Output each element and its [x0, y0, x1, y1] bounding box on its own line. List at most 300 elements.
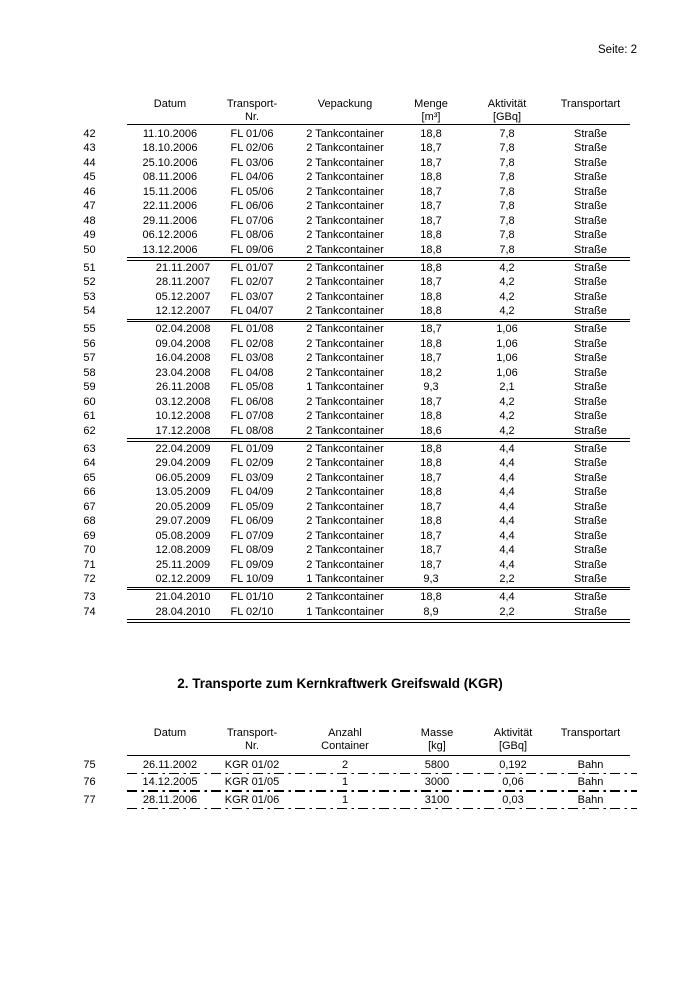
row-number: 54: [83, 305, 96, 318]
cell-transport-nr: KGR 01/02: [224, 758, 280, 771]
cell-datum: 25.10.2006: [142, 156, 198, 169]
cell-datum: 26.11.2008: [155, 381, 211, 394]
cell-transportart: Straße: [573, 156, 607, 169]
cell-datum: 02.12.2009: [155, 573, 211, 586]
cell-menge: 18,8: [420, 410, 442, 423]
table-row: [66, 775, 630, 790]
cell-transportart: Straße: [573, 290, 607, 303]
cell-datum: 14.12.2005: [142, 776, 198, 789]
cell-menge: 9,3: [423, 381, 439, 394]
cell-datum: 17.12.2008: [155, 424, 211, 437]
cell-transport-nr: FL 04/06: [230, 171, 274, 184]
cell-transportart: Straße: [573, 486, 607, 499]
cell-transportart: Bahn: [577, 793, 604, 806]
row-number: 51: [83, 261, 96, 274]
cell-menge: 18,8: [420, 591, 442, 604]
row-number: 47: [83, 200, 96, 213]
row-number: 67: [83, 500, 96, 513]
cell-datum: 02.04.2008: [155, 323, 211, 336]
cell-verpackung: 2 Tankcontainer: [306, 515, 384, 528]
cell-anzahl-container: 1: [341, 776, 349, 789]
row-number: 55: [83, 323, 96, 336]
row-number: 52: [83, 276, 96, 289]
column-header-line1: Aktivität: [487, 98, 527, 110]
cell-anzahl-container: 2: [341, 758, 349, 771]
row-number: 56: [83, 337, 96, 350]
cell-transportart: Bahn: [577, 776, 604, 789]
cell-aktivitaet: 7,8: [499, 127, 515, 140]
cell-menge: 18,8: [420, 515, 442, 528]
row-number: 65: [83, 471, 96, 484]
cell-transport-nr: FL 05/09: [230, 500, 274, 513]
cell-datum: 29.04.2009: [155, 457, 211, 470]
row-number: 59: [83, 381, 96, 394]
page-number: Seite: 2: [598, 44, 637, 56]
cell-aktivitaet: 4,4: [499, 500, 515, 513]
table-row: [66, 156, 630, 171]
cell-transport-nr: FL 08/06: [230, 229, 274, 242]
cell-datum: 29.07.2009: [155, 515, 211, 528]
cell-aktivitaet: 4,4: [499, 442, 515, 455]
cell-menge: 18,8: [420, 457, 442, 470]
cell-aktivitaet: 4,2: [499, 424, 515, 437]
column-header: [551, 98, 630, 123]
cell-transport-nr: FL 08/09: [230, 544, 274, 557]
cell-menge: 18,7: [420, 558, 442, 571]
cell-transport-nr: FL 01/07: [230, 261, 274, 274]
cell-menge: 9,3: [423, 573, 439, 586]
table-row: [66, 366, 630, 381]
cell-anzahl-container: 1: [341, 793, 349, 806]
cell-aktivitaet: 0,192: [499, 758, 527, 771]
table-row: [66, 170, 630, 185]
cell-aktivitaet: 7,8: [499, 214, 515, 227]
cell-aktivitaet: 7,8: [499, 243, 515, 256]
cell-transportart: Straße: [573, 424, 607, 437]
row-number: 70: [83, 544, 96, 557]
column-header-line1: Anzahl: [328, 727, 362, 739]
cell-verpackung: 2 Tankcontainer: [306, 337, 384, 350]
cell-transportart: Straße: [573, 442, 607, 455]
cell-aktivitaet: 4,4: [499, 515, 515, 528]
cell-transportart: Straße: [573, 515, 607, 528]
column-header-line1: Transportart: [560, 98, 621, 110]
column-header: [475, 727, 551, 752]
cell-verpackung: 2 Tankcontainer: [306, 424, 384, 437]
cell-verpackung: 1 Tankcontainer: [306, 573, 384, 586]
row-number: 73: [83, 591, 96, 604]
cell-transport-nr: FL 02/07: [230, 276, 274, 289]
cell-aktivitaet: 7,8: [499, 229, 515, 242]
cell-aktivitaet: 4,2: [499, 261, 515, 274]
cell-aktivitaet: 7,8: [499, 185, 515, 198]
column-header-line2: [m³]: [421, 110, 441, 123]
cell-datum: 03.12.2008: [155, 395, 211, 408]
cell-transportart: Straße: [573, 529, 607, 542]
cell-verpackung: 2 Tankcontainer: [306, 500, 384, 513]
table-row: [66, 199, 630, 214]
cell-aktivitaet: 1,06: [496, 352, 518, 365]
table-row: [66, 409, 630, 424]
cell-verpackung: 2 Tankcontainer: [306, 229, 384, 242]
cell-aktivitaet: 0,06: [502, 776, 524, 789]
cell-datum: 18.10.2006: [142, 142, 198, 155]
table-row: [66, 261, 630, 276]
cell-aktivitaet: 4,4: [499, 544, 515, 557]
row-number: 71: [83, 558, 96, 571]
cell-transport-nr: FL 09/06: [230, 243, 274, 256]
cell-datum: 13.05.2009: [155, 486, 211, 499]
column-header-line2: Nr.: [244, 110, 260, 123]
table-row: [66, 485, 630, 500]
column-header-line1: Masse: [420, 727, 454, 739]
cell-aktivitaet: 4,4: [499, 529, 515, 542]
cell-aktivitaet: 4,4: [499, 471, 515, 484]
table-row: [66, 351, 630, 366]
cell-transportart: Straße: [573, 276, 607, 289]
cell-transportart: Straße: [573, 185, 607, 198]
cell-menge: 18,7: [420, 323, 442, 336]
row-number: 75: [83, 758, 96, 771]
cell-datum: 11.10.2006: [142, 127, 198, 140]
cell-verpackung: 2 Tankcontainer: [306, 442, 384, 455]
cell-transportart: Straße: [573, 471, 607, 484]
cell-datum: 22.11.2006: [142, 200, 198, 213]
header-rule: [127, 755, 630, 756]
column-header-line2: [551, 740, 630, 753]
cell-transport-nr: FL 07/06: [230, 214, 274, 227]
row-number: 62: [83, 424, 96, 437]
cell-verpackung: 2 Tankcontainer: [306, 558, 384, 571]
cell-transportart: Straße: [573, 605, 607, 618]
cell-transport-nr: FL 03/08: [230, 352, 274, 365]
cell-menge: 18,7: [420, 529, 442, 542]
column-header-line2: Nr.: [244, 739, 260, 752]
cell-transport-nr: FL 06/09: [230, 515, 274, 528]
table-row: [66, 304, 630, 319]
cell-transportart: Straße: [573, 591, 607, 604]
table-row: [66, 543, 630, 558]
cell-datum: 21.04.2010: [155, 591, 211, 604]
table-row: [66, 275, 630, 290]
column-header-line1: Datum: [153, 98, 187, 110]
cell-transportart: Straße: [573, 573, 607, 586]
column-header-line2: [kg]: [428, 739, 446, 752]
column-header-line1: Datum: [153, 727, 187, 739]
cell-masse: 3100: [424, 793, 450, 806]
table-row: [66, 380, 630, 395]
cell-aktivitaet: 4,4: [499, 486, 515, 499]
cell-verpackung: 2 Tankcontainer: [306, 305, 384, 318]
cell-verpackung: 2 Tankcontainer: [306, 471, 384, 484]
cell-verpackung: 2 Tankcontainer: [306, 200, 384, 213]
table-row: [66, 243, 630, 258]
table-row: [66, 322, 630, 337]
cell-transport-nr: FL 08/08: [230, 424, 274, 437]
table-row: [66, 127, 630, 142]
column-header-line2: Container: [321, 739, 369, 752]
cell-datum: 26.11.2002: [142, 758, 198, 771]
cell-menge: 18,8: [420, 229, 442, 242]
cell-menge: 18,8: [420, 171, 442, 184]
cell-datum: 29.11.2006: [142, 214, 198, 227]
table-row: [66, 605, 630, 620]
cell-datum: 25.11.2009: [155, 558, 211, 571]
cell-datum: 12.12.2007: [155, 305, 211, 318]
cell-transport-nr: FL 05/06: [230, 185, 274, 198]
cell-aktivitaet: 4,4: [499, 591, 515, 604]
cell-transportart: Straße: [573, 127, 607, 140]
cell-menge: 18,8: [420, 442, 442, 455]
cell-verpackung: 2 Tankcontainer: [306, 366, 384, 379]
cell-datum: 06.05.2009: [155, 471, 211, 484]
column-header-line1: Aktivität: [493, 727, 533, 739]
header-spacer: [66, 98, 127, 123]
table-header: [66, 727, 630, 752]
cell-datum: 22.04.2009: [155, 442, 211, 455]
table-body: [66, 758, 630, 808]
cell-transport-nr: FL 03/06: [230, 156, 274, 169]
row-number: 61: [83, 410, 96, 423]
column-header-line1: Transport-: [226, 727, 278, 739]
cell-transportart: Straße: [573, 395, 607, 408]
row-number: 58: [83, 366, 96, 379]
cell-datum: 16.04.2008: [155, 352, 211, 365]
cell-masse: 3000: [424, 776, 450, 789]
column-header: [463, 98, 551, 123]
cell-verpackung: 2 Tankcontainer: [306, 276, 384, 289]
cell-aktivitaet: 4,2: [499, 395, 515, 408]
column-header: [213, 727, 291, 752]
cell-aktivitaet: 4,2: [499, 290, 515, 303]
cell-menge: 18,8: [420, 261, 442, 274]
row-number: 44: [83, 156, 96, 169]
cell-aktivitaet: 7,8: [499, 156, 515, 169]
cell-datum: 08.11.2006: [142, 171, 198, 184]
row-number: 45: [83, 171, 96, 184]
cell-menge: 18,8: [420, 305, 442, 318]
cell-transportart: Straße: [573, 261, 607, 274]
column-header: [213, 98, 291, 123]
table-row: [66, 214, 630, 229]
cell-transportart: Straße: [573, 200, 607, 213]
table-row: [66, 395, 630, 410]
cell-transport-nr: FL 02/10: [230, 605, 274, 618]
table-row: [66, 572, 630, 587]
cell-verpackung: 1 Tankcontainer: [306, 381, 384, 394]
cell-datum: 10.12.2008: [155, 410, 211, 423]
cell-verpackung: 2 Tankcontainer: [306, 261, 384, 274]
cell-aktivitaet: 1,06: [496, 366, 518, 379]
cell-verpackung: 2 Tankcontainer: [306, 171, 384, 184]
column-header-line2: [127, 111, 213, 124]
cell-transport-nr: FL 04/09: [230, 486, 274, 499]
column-header-line1: Menge: [414, 98, 448, 110]
column-header: [127, 98, 213, 123]
cell-datum: 05.12.2007: [155, 290, 211, 303]
cell-transport-nr: FL 06/06: [230, 200, 274, 213]
cell-verpackung: 2 Tankcontainer: [306, 156, 384, 169]
cell-aktivitaet: 1,06: [496, 323, 518, 336]
cell-verpackung: 2 Tankcontainer: [306, 142, 384, 155]
cell-transport-nr: FL 04/07: [230, 305, 274, 318]
row-number: 60: [83, 395, 96, 408]
table-row: [66, 456, 630, 471]
row-number: 42: [83, 127, 96, 140]
table-body: [66, 127, 630, 620]
cell-transportart: Straße: [573, 352, 607, 365]
row-number: 63: [83, 442, 96, 455]
column-header-line2: [GBq]: [498, 739, 528, 752]
row-number: 77: [83, 793, 96, 806]
cell-aktivitaet: 2,2: [499, 573, 515, 586]
cell-transport-nr: FL 07/09: [230, 529, 274, 542]
row-number: 64: [83, 457, 96, 470]
table-row: [66, 424, 630, 439]
cell-menge: 18,2: [420, 366, 442, 379]
cell-verpackung: 1 Tankcontainer: [306, 605, 384, 618]
table-row: [66, 514, 630, 529]
cell-transportart: Straße: [573, 544, 607, 557]
cell-transportart: Straße: [573, 171, 607, 184]
cell-verpackung: 2 Tankcontainer: [306, 544, 384, 557]
table-row: [66, 228, 630, 243]
row-number: 49: [83, 229, 96, 242]
cell-transport-nr: FL 01/06: [230, 127, 274, 140]
cell-menge: 18,7: [420, 185, 442, 198]
row-number: 57: [83, 352, 96, 365]
column-header: [551, 727, 630, 752]
row-number: 43: [83, 142, 96, 155]
header-rule: [127, 124, 630, 125]
cell-menge: 8,9: [423, 605, 439, 618]
cell-transportart: Straße: [573, 500, 607, 513]
cell-transport-nr: FL 10/09: [230, 573, 274, 586]
column-header-line2: [127, 740, 213, 753]
row-number: 72: [83, 573, 96, 586]
cell-aktivitaet: 4,2: [499, 276, 515, 289]
table-row: [66, 471, 630, 486]
cell-transport-nr: FL 09/09: [230, 558, 274, 571]
column-header-line1: Transport-: [226, 98, 278, 110]
cell-aktivitaet: 1,06: [496, 337, 518, 350]
cell-datum: 06.12.2006: [142, 229, 198, 242]
row-number: 66: [83, 486, 96, 499]
row-number: 48: [83, 214, 96, 227]
table-row: [66, 529, 630, 544]
table-row: [66, 758, 630, 773]
cell-masse: 5800: [424, 758, 450, 771]
row-number: 74: [83, 605, 96, 618]
cell-transport-nr: FL 06/08: [230, 395, 274, 408]
cell-verpackung: 2 Tankcontainer: [306, 214, 384, 227]
column-header-line2: [551, 111, 630, 124]
cell-datum: 09.04.2008: [155, 337, 211, 350]
cell-transportart: Straße: [573, 381, 607, 394]
cell-aktivitaet: 4,2: [499, 305, 515, 318]
cell-menge: 18,7: [420, 500, 442, 513]
cell-menge: 18,7: [420, 352, 442, 365]
cell-menge: 18,7: [420, 214, 442, 227]
row-number: 69: [83, 529, 96, 542]
cell-verpackung: 2 Tankcontainer: [306, 457, 384, 470]
cell-transport-nr: FL 01/09: [230, 442, 274, 455]
cell-transportart: Straße: [573, 323, 607, 336]
cell-aktivitaet: 7,8: [499, 171, 515, 184]
cell-verpackung: 2 Tankcontainer: [306, 395, 384, 408]
cell-aktivitaet: 0,03: [502, 793, 524, 806]
section-2-title: 2. Transporte zum Kernkraftwerk Greifswald (KGR): [177, 676, 503, 691]
row-number: 53: [83, 290, 96, 303]
table-row: [66, 442, 630, 457]
cell-menge: 18,7: [420, 544, 442, 557]
row-number: 46: [83, 185, 96, 198]
cell-aktivitaet: 4,4: [499, 558, 515, 571]
table-header: [66, 98, 630, 123]
table-row: [66, 793, 630, 808]
cell-datum: 28.04.2010: [155, 605, 211, 618]
cell-menge: 18,8: [420, 337, 442, 350]
cell-menge: 18,8: [420, 486, 442, 499]
cell-verpackung: 2 Tankcontainer: [306, 243, 384, 256]
cell-menge: 18,8: [420, 243, 442, 256]
cell-menge: 18,7: [420, 200, 442, 213]
cell-transportart: Straße: [573, 457, 607, 470]
cell-transport-nr: FL 01/08: [230, 323, 274, 336]
cell-transport-nr: KGR 01/06: [224, 793, 280, 806]
cell-aktivitaet: 2,1: [499, 381, 515, 394]
cell-transportart: Straße: [573, 410, 607, 423]
cell-menge: 18,7: [420, 395, 442, 408]
row-number: 76: [83, 776, 96, 789]
cell-verpackung: 2 Tankcontainer: [306, 127, 384, 140]
cell-datum: 21.11.2007: [155, 261, 211, 274]
column-header-line2: [GBq]: [492, 110, 522, 123]
cell-transportart: Straße: [573, 142, 607, 155]
table-row: [66, 337, 630, 352]
cell-transport-nr: FL 01/10: [230, 591, 274, 604]
column-header-line1: Vepackung: [317, 98, 373, 110]
cell-transport-nr: FL 03/09: [230, 471, 274, 484]
cell-datum: 28.11.2006: [142, 793, 198, 806]
cell-datum: 13.12.2006: [142, 243, 198, 256]
cell-menge: 18,7: [420, 276, 442, 289]
cell-aktivitaet: 2,2: [499, 605, 515, 618]
cell-transport-nr: FL 03/07: [230, 290, 274, 303]
cell-verpackung: 2 Tankcontainer: [306, 486, 384, 499]
cell-transport-nr: FL 02/08: [230, 337, 274, 350]
cell-verpackung: 2 Tankcontainer: [306, 290, 384, 303]
cell-transport-nr: FL 02/06: [230, 142, 274, 155]
table-row: [66, 185, 630, 200]
cell-transportart: Straße: [573, 337, 607, 350]
cell-transportart: Straße: [573, 214, 607, 227]
transport-table-fl: [66, 98, 630, 623]
cell-datum: 28.11.2007: [155, 276, 211, 289]
cell-transport-nr: KGR 01/05: [224, 776, 280, 789]
cell-menge: 18,6: [420, 424, 442, 437]
column-header: [399, 98, 463, 123]
cell-aktivitaet: 4,2: [499, 410, 515, 423]
cell-aktivitaet: 7,8: [499, 142, 515, 155]
cell-datum: 20.05.2009: [155, 500, 211, 513]
cell-datum: 12.08.2009: [155, 544, 211, 557]
cell-datum: 23.04.2008: [155, 366, 211, 379]
cell-transportart: Straße: [573, 305, 607, 318]
transport-table-kgr: [66, 727, 630, 810]
column-header: [127, 727, 213, 752]
cell-verpackung: 2 Tankcontainer: [306, 591, 384, 604]
